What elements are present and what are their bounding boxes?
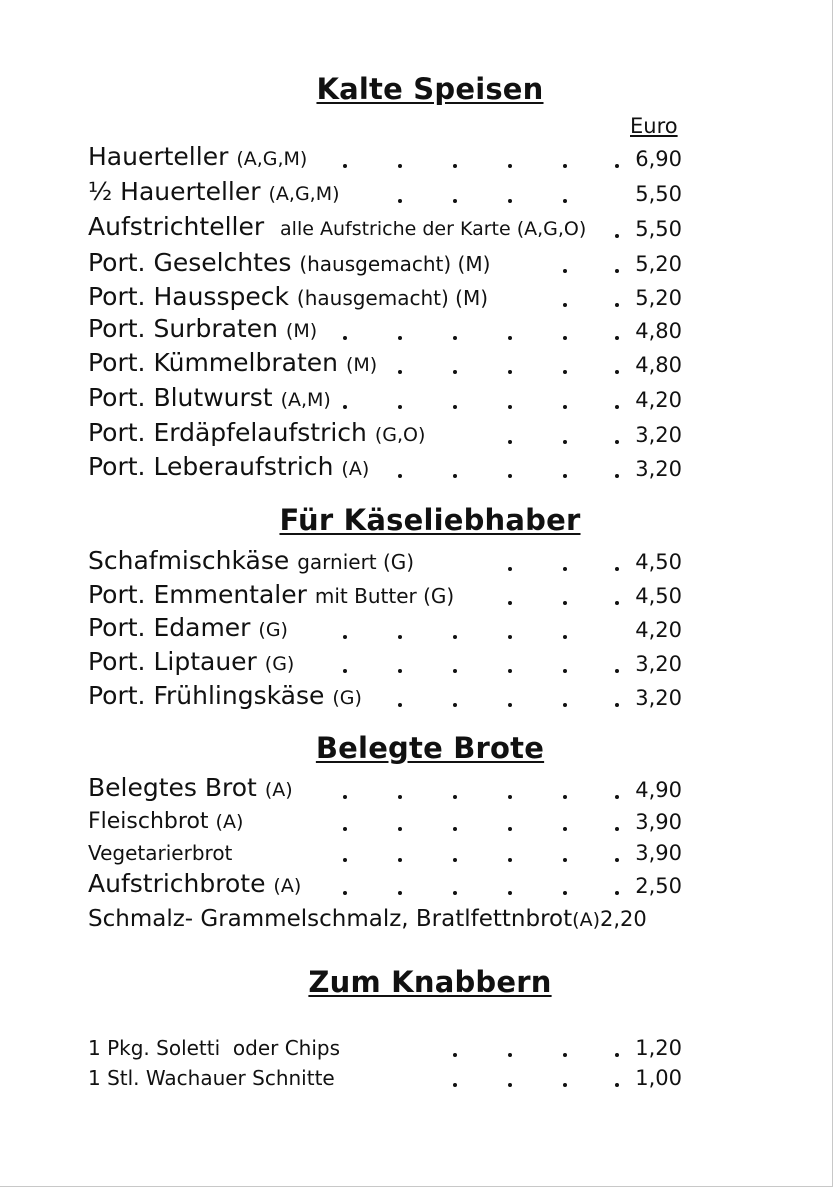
leader-dot [563, 1053, 567, 1057]
leader-dots [88, 687, 688, 707]
leader-dot [615, 405, 619, 409]
menu-item [88, 140, 688, 174]
section-title-belegte-brote: Belegte Brote [315, 731, 545, 765]
leader-dot [615, 795, 619, 799]
leader-dot [615, 164, 619, 168]
item-price: 2,20 [599, 907, 647, 931]
menu-item [88, 210, 688, 244]
leader-dot [563, 370, 567, 374]
leader-dot [453, 703, 457, 707]
leader-dot [508, 1053, 512, 1057]
item-name: Port. Emmentaler [88, 580, 307, 609]
leader-dot [343, 827, 347, 831]
leader-dot [453, 795, 457, 799]
leader-dot [563, 669, 567, 673]
leader-dots [88, 148, 688, 168]
leader-dot [508, 1083, 512, 1087]
item-name: Fleischbrot [88, 809, 209, 834]
item-allergens: (A,G,M) [236, 148, 308, 170]
section-title-kalte-speisen: Kalte Speisen [316, 72, 544, 106]
leader-dot [398, 405, 402, 409]
menu-item [88, 312, 688, 346]
leader-dot [453, 336, 457, 340]
item-name: Hauerteller [88, 142, 229, 171]
leader-dot [453, 370, 457, 374]
item-name: Port. Edamer [88, 613, 251, 642]
item-price: 4,80 [635, 353, 682, 377]
leader-dot [615, 891, 619, 895]
leader-dots [88, 585, 688, 605]
item-allergens: (A,G,M) [268, 183, 340, 205]
item-name: Belegtes Brot [88, 773, 257, 802]
leader-dot [343, 336, 347, 340]
leader-dot [398, 474, 402, 478]
item-price: 3,20 [635, 686, 682, 710]
item-name: Port. Geselchtes [88, 248, 292, 277]
leader-dot [398, 858, 402, 862]
leader-dot [453, 827, 457, 831]
leader-dot [508, 669, 512, 673]
item-allergens: (G,O) [374, 424, 426, 446]
item-name: Schafmischkäse [88, 546, 290, 575]
menu-item [88, 803, 688, 837]
leader-dot [563, 164, 567, 168]
item-price: 5,20 [635, 252, 682, 276]
leader-dot [615, 669, 619, 673]
leader-dot [508, 601, 512, 605]
leader-dot [343, 891, 347, 895]
menu-item [88, 679, 688, 713]
item-note: alle Aufstriche der Karte (A,G,O) [280, 218, 587, 240]
section-title-kaeseliebhaber: Für Käseliebhaber [279, 503, 581, 537]
leader-dot [343, 795, 347, 799]
leader-dot [508, 795, 512, 799]
item-allergens: (G) [332, 687, 362, 709]
leader-dots [88, 875, 688, 895]
leader-dot [398, 164, 402, 168]
item-name: Port. Frühlingskäse [88, 681, 325, 710]
leader-dot [508, 440, 512, 444]
leader-dots [88, 619, 688, 639]
leader-dot [398, 891, 402, 895]
item-name: 1 Stl. Wachauer Schnitte [88, 1066, 335, 1090]
item-allergens: (A) [273, 875, 302, 897]
leader-dot [343, 164, 347, 168]
item-price: 3,90 [635, 841, 682, 865]
leader-dot [615, 370, 619, 374]
leader-dot [508, 370, 512, 374]
leader-dot [563, 303, 567, 307]
leader-dot [508, 405, 512, 409]
item-name: Port. Erdäpfelaufstrich [88, 418, 367, 447]
item-note: garniert (G) [297, 550, 415, 574]
leader-dot [615, 303, 619, 307]
leader-dots [88, 551, 688, 571]
item-allergens: (A) [215, 811, 244, 833]
leader-dot [398, 703, 402, 707]
leader-dot [563, 795, 567, 799]
leader-dots [88, 253, 688, 273]
item-price: 4,20 [635, 388, 682, 412]
menu-item [88, 543, 688, 577]
leader-dot [453, 669, 457, 673]
menu-item [88, 1029, 688, 1063]
leader-dot [615, 601, 619, 605]
leader-dot [508, 891, 512, 895]
leader-dot [615, 703, 619, 707]
item-price: 3,20 [635, 423, 682, 447]
item-price: 4,50 [635, 550, 682, 574]
leader-dot [615, 567, 619, 571]
leader-dot [615, 1053, 619, 1057]
item-allergens: (A) [572, 909, 600, 931]
leader-dot [563, 601, 567, 605]
item-name: Port. Blutwurst [88, 383, 273, 412]
leader-dot [563, 336, 567, 340]
menu-item [88, 645, 688, 679]
leader-dot [398, 370, 402, 374]
leader-dot [453, 858, 457, 862]
leader-dots [88, 842, 688, 862]
leader-dot [563, 440, 567, 444]
item-note: (hausgemacht) (M) [296, 286, 489, 310]
leader-dot [398, 795, 402, 799]
leader-dot [563, 567, 567, 571]
leader-dot [563, 827, 567, 831]
leader-dot [398, 199, 402, 203]
leader-dot [563, 703, 567, 707]
leader-dot [453, 199, 457, 203]
item-name: 1 Pkg. Soletti oder Chips [88, 1036, 341, 1060]
leader-dot [508, 474, 512, 478]
item-price: 4,90 [635, 778, 682, 802]
item-price: 4,50 [635, 584, 682, 608]
leader-dot [563, 269, 567, 273]
currency-label: Euro [630, 114, 678, 138]
leader-dots [88, 218, 688, 238]
leader-dot [508, 336, 512, 340]
leader-dot [615, 474, 619, 478]
item-allergens: (M) [285, 320, 318, 342]
leader-dots [88, 389, 688, 409]
leader-dots [88, 458, 688, 478]
item-name: Vegetarierbrot [88, 841, 233, 865]
leader-dot [615, 440, 619, 444]
leader-dot [398, 669, 402, 673]
item-allergens: (G) [258, 619, 288, 641]
leader-dot [563, 1083, 567, 1087]
item-allergens: (M) [345, 354, 378, 376]
item-price: 6,90 [635, 147, 682, 171]
leader-dot [508, 164, 512, 168]
leader-dot [508, 635, 512, 639]
menu-item [88, 577, 688, 611]
leader-dots [88, 1037, 688, 1057]
leader-dots [88, 424, 688, 444]
item-name: Port. Kümmelbraten [88, 348, 338, 377]
leader-dot [453, 635, 457, 639]
menu-item [88, 175, 688, 209]
menu-item [88, 450, 688, 484]
item-name: Aufstrichteller [88, 212, 265, 241]
menu-item [88, 834, 688, 868]
leader-dot [615, 234, 619, 238]
leader-dots [88, 1067, 688, 1087]
leader-dot [343, 405, 347, 409]
leader-dot [615, 269, 619, 273]
menu-item [88, 901, 708, 935]
leader-dots [88, 183, 688, 203]
leader-dot [563, 891, 567, 895]
leader-dots [88, 653, 688, 673]
item-allergens: (G) [264, 653, 295, 675]
item-price: 3,90 [635, 810, 682, 834]
menu-item [88, 416, 688, 450]
leader-dot [453, 1053, 457, 1057]
item-allergens: (A) [341, 458, 370, 480]
leader-dot [615, 858, 619, 862]
leader-dots [88, 354, 688, 374]
section-title-zum-knabbern: Zum Knabbern [308, 965, 552, 999]
item-price: 1,20 [635, 1036, 682, 1060]
menu-item [88, 245, 688, 279]
item-name: Schmalz- Grammelschmalz, Bratlfettnbrot [88, 906, 573, 932]
leader-dot [615, 1083, 619, 1087]
leader-dot [615, 336, 619, 340]
menu-item [88, 381, 688, 415]
leader-dot [563, 635, 567, 639]
item-note: (hausgemacht) (M) [299, 252, 491, 276]
leader-dot [508, 567, 512, 571]
leader-dot [398, 827, 402, 831]
item-price: 4,20 [635, 618, 682, 642]
leader-dot [343, 669, 347, 673]
leader-dot [563, 474, 567, 478]
leader-dot [453, 164, 457, 168]
menu-item [88, 279, 688, 313]
item-price: 4,80 [635, 319, 682, 343]
leader-dot [398, 635, 402, 639]
leader-dot [343, 858, 347, 862]
leader-dot [508, 827, 512, 831]
leader-dot [508, 858, 512, 862]
menu-item [88, 771, 688, 805]
leader-dots [88, 320, 688, 340]
item-price: 1,00 [635, 1066, 682, 1090]
item-price: 2,50 [635, 874, 682, 898]
menu-item [88, 611, 688, 645]
item-name: Port. Surbraten [88, 314, 278, 343]
menu-item [88, 1059, 688, 1093]
menu-item [88, 346, 688, 380]
leader-dot [563, 858, 567, 862]
menu-item [88, 867, 688, 901]
leader-dot [343, 635, 347, 639]
leader-dot [615, 827, 619, 831]
leader-dot [453, 891, 457, 895]
leader-dot [453, 1083, 457, 1087]
leader-dot [453, 474, 457, 478]
item-price: 5,50 [635, 217, 682, 241]
leader-dot [508, 703, 512, 707]
item-price: 3,20 [635, 652, 682, 676]
item-allergens: (A,M) [280, 389, 331, 411]
item-price: 5,50 [635, 182, 682, 206]
leader-dots [88, 779, 688, 799]
item-note: mit Butter (G) [314, 584, 455, 608]
leader-dot [453, 405, 457, 409]
item-name: Port. Leberaufstrich [88, 452, 334, 481]
item-name: ½ Hauerteller [88, 177, 261, 206]
item-name: Aufstrichbrote [88, 869, 266, 898]
item-price: 5,20 [635, 286, 682, 310]
item-price: 3,20 [635, 457, 682, 481]
leader-dots [88, 811, 688, 831]
leader-dot [563, 405, 567, 409]
leader-dots [88, 287, 688, 307]
item-name: Port. Liptauer [88, 647, 257, 676]
item-name: Port. Hausspeck [88, 282, 289, 311]
item-allergens: (A) [264, 779, 293, 801]
leader-dot [563, 199, 567, 203]
leader-dot [398, 336, 402, 340]
leader-dot [508, 199, 512, 203]
